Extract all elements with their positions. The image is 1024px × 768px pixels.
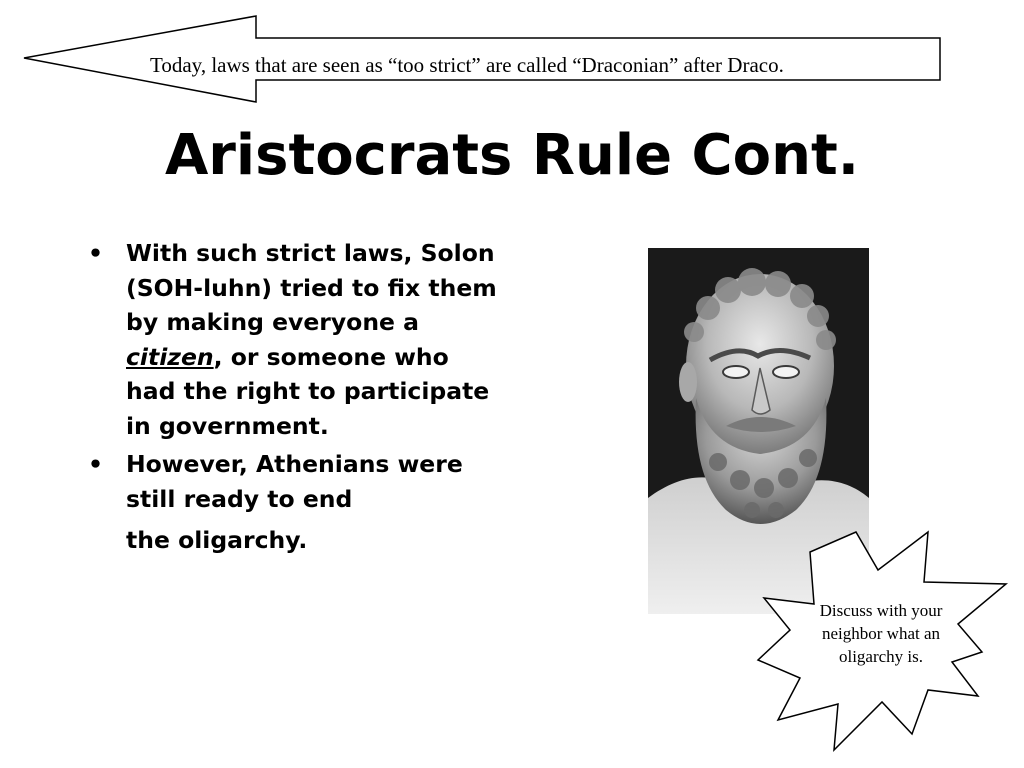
- slide-title: Aristocrats Rule Cont.: [164, 123, 860, 188]
- bullet-text-last-line: the oligarchy.: [126, 526, 308, 554]
- bullet-marker: •: [88, 239, 104, 267]
- bullet-marker: •: [88, 450, 104, 478]
- bullet-text-main: However, Athenians were still ready to end: [126, 450, 463, 513]
- bullet-item-solon: [86, 236, 506, 443]
- bullet-text-end: , or someone who had the right to participate in government.: [126, 342, 490, 440]
- bullet-item-athenians: [86, 447, 506, 558]
- callout-text: Today, laws that are seen as “too strict” are called “Draconian” after Draco.: [150, 53, 784, 77]
- bullet-list: [86, 236, 506, 562]
- discussion-prompt-text: Discuss with your neighbor what an oligarchy is.: [819, 601, 943, 666]
- bullet-text-start: With such strict laws, Solon (SOH-luhn) tried to fix them by making everyone a: [126, 239, 497, 336]
- term-citizen: citizen: [126, 342, 214, 371]
